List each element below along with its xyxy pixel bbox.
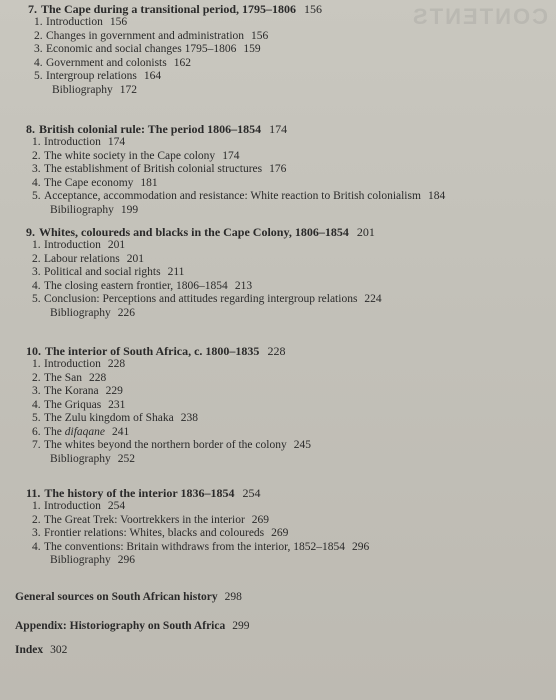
toc-entry [32,239,382,253]
toc-entry [32,541,369,555]
bibliography-label: Bibiliography [50,203,114,216]
entry-page-number: 269 [251,513,270,526]
entry-number: 7. [32,439,41,451]
entry-label: Economic and social changes 1795–1806 [46,43,237,55]
entry-number: 3. [32,527,41,539]
chapter-section [26,122,445,217]
entry-number: 3. [32,266,41,278]
entry-label: Frontier relations: Whites, blacks and coloureds [44,527,265,539]
entry-label: Intergroup relations [46,70,137,82]
entry-label: The establishment of British colonial structures [44,163,263,175]
chapter-title-text: Whites, coloureds and blacks in the Cape Colony, 1806–1854 [39,225,349,239]
chapter-title [26,122,445,136]
back-matter-label: General sources on South African history [15,591,218,603]
entry-label: Changes in government and administration [46,29,245,42]
entry-page-number: 213 [234,279,253,292]
entry-page-number: 174 [222,149,240,162]
entry-label: Labour relations [44,252,120,265]
entry-number: 1. [32,136,41,148]
chapter-number: 11. [26,486,41,500]
toc-entry [32,293,382,307]
back-matter-page-number: 298 [224,591,242,603]
toc-entry [32,266,382,280]
entry-number: 5. [32,293,41,305]
entry-page-number: 174 [107,136,126,148]
toc-entry [34,57,322,71]
entry-page-number: 296 [352,540,370,553]
entry-label: Introduction [44,500,101,512]
entry-label: The Zulu kingdom of Shaka [44,412,174,424]
toc-entry [32,500,369,514]
entry-page-number: 241 [112,425,130,438]
entry-label: Political and social rights [44,266,161,278]
toc-entry [32,136,445,150]
chapter-title [26,486,369,500]
entry-number: 2. [32,513,41,526]
chapter-page-number: 254 [242,486,261,500]
chapter-number: 7. [28,2,37,16]
entry-number: 4. [34,56,43,69]
chapter-title [28,2,322,16]
bibliography-entry [28,84,322,98]
entry-number: 1. [34,16,43,28]
bibliography-page-number: 226 [117,306,135,319]
entry-page-number: 229 [105,385,123,397]
entry-number: 4. [32,540,41,553]
entry-number: 2. [32,371,41,384]
back-matter-page-number: 302 [50,644,68,656]
entry-label: Introduction [44,358,101,370]
entry-number: 3. [32,163,41,175]
toc-entry [32,426,311,440]
entry-page-number: 184 [427,190,446,202]
chapter-section [26,486,369,568]
back-matter-page-number: 299 [232,620,250,632]
chapter-page-number: 156 [304,2,323,16]
entry-page-number: 181 [140,176,158,189]
bibliography-entry [26,307,382,321]
entry-page-number: 224 [364,293,382,305]
chapter-number: 9. [26,225,35,239]
entry-page-number: 238 [180,412,198,424]
bibliography-page-number: 252 [117,452,135,465]
chapter-page-number: 174 [269,122,288,136]
entry-page-number: 228 [89,371,107,384]
entry-page-number: 269 [271,527,289,539]
entry-page-number: 164 [143,70,162,82]
entry-number: 5. [32,190,41,202]
entry-number: 3. [32,385,41,397]
entry-label: The difaqane [44,425,106,438]
show-through-text [411,4,548,30]
toc-entry [34,70,322,84]
bibliography-entry [26,204,445,218]
entry-label: Introduction [44,239,101,251]
entry-page-number: 254 [107,500,126,512]
chapter-title [26,344,311,358]
chapter-entries [26,358,311,453]
toc-entry [32,385,311,399]
entry-page-number: 231 [108,398,126,411]
entry-number: 4. [32,176,41,189]
entry-label: The Great Trek: Voortrekkers in the interior [44,513,245,526]
entry-number: 5. [34,70,43,82]
chapter-page-number: 228 [267,344,286,358]
entry-number: 2. [32,149,41,162]
chapter-section [28,2,322,97]
entry-page-number: 162 [173,56,191,69]
bibliography-label: Bibliography [52,83,113,96]
bibliography-label: Bibliography [50,452,111,465]
entry-label: The closing eastern frontier, 1806–1854 [44,279,228,292]
entry-label: Introduction [44,136,101,148]
toc-entry [32,280,382,294]
toc-entry [32,439,311,453]
entry-label: Acceptance, accommodation and resistance: White reaction to British colonialism [44,190,421,202]
bibliography-page-number: 199 [120,203,139,216]
entry-label: The Korana [44,385,99,397]
toc-entry [32,253,382,267]
toc-entry [32,399,311,413]
back-matter-entry [15,591,242,603]
toc-entry [32,412,311,426]
entry-number: 6. [32,425,41,438]
entry-label: The whites beyond the northern border of the colony [44,439,287,451]
chapter-entries [26,136,445,204]
toc-entry [34,43,322,57]
toc-entry [32,177,445,191]
entry-label: The Griquas [44,398,102,411]
back-matter-label: Appendix: Historiography on South Africa [15,620,226,632]
toc-entry [32,163,445,177]
toc-entry [32,150,445,164]
chapter-number: 8. [26,122,35,136]
entry-page-number: 156 [251,29,269,42]
entry-number: 1. [32,500,41,512]
entry-number: 3. [34,43,43,55]
entry-page-number: 159 [243,43,261,55]
bibliography-entry [26,453,311,467]
show-through-glyphs: CONTENTS [411,4,548,29]
entry-label: The white society in the Cape colony [44,149,216,162]
back-matter-entry [15,644,67,656]
chapter-entries [28,16,322,84]
toc-entry [32,372,311,386]
chapter-number: 10. [26,344,41,358]
entry-page-number: 211 [167,266,185,278]
bibliography-label: Bibliography [50,306,111,319]
bibliography-label: Bibliography [50,554,111,566]
entry-label: The conventions: Britain withdraws from the interior, 1852–1854 [44,540,346,553]
chapter-title-text: British colonial rule: The period 1806–1854 [39,122,262,136]
toc-entry [32,190,445,204]
entry-number: 1. [32,358,41,370]
back-matter-entry [15,620,249,632]
toc-entry [34,16,322,30]
chapter-entries [26,500,369,554]
entry-number: 5. [32,412,41,424]
chapter-section [26,225,382,320]
bibliography-entry [26,554,369,568]
entry-page-number: 245 [293,439,311,451]
bibliography-page-number: 296 [117,554,135,566]
entry-label: Government and colonists [46,56,167,69]
entry-number: 4. [32,398,41,411]
toc-entry [34,30,322,44]
entry-number: 1. [32,239,41,251]
entry-page-number: 228 [107,358,126,370]
back-matter-label: Index [15,644,44,656]
chapter-title-text: The Cape during a transitional period, 1795–1806 [41,2,297,16]
entry-page-number: 201 [107,239,126,251]
entry-number: 2. [32,252,41,265]
toc-entry [32,358,311,372]
entry-number: 2. [34,29,43,42]
entry-label: The Cape economy [44,176,134,189]
chapter-section [26,344,311,466]
entry-page-number: 176 [269,163,287,175]
toc-entry [32,514,369,528]
chapter-title-text: The interior of South Africa, c. 1800–1835 [45,344,260,358]
chapter-page-number: 201 [356,225,375,239]
entry-label: The San [44,371,83,384]
entry-label: Introduction [46,16,103,28]
entry-page-number: 156 [109,16,128,28]
entry-page-number: 201 [126,252,144,265]
toc-entry [32,527,369,541]
chapter-title [26,225,382,239]
bibliography-page-number: 172 [119,83,137,96]
entry-number: 4. [32,279,41,292]
chapter-entries [26,239,382,307]
entry-label: Conclusion: Perceptions and attitudes regarding intergroup relations [44,293,358,305]
chapter-title-text: The history of the interior 1836–1854 [44,486,235,500]
